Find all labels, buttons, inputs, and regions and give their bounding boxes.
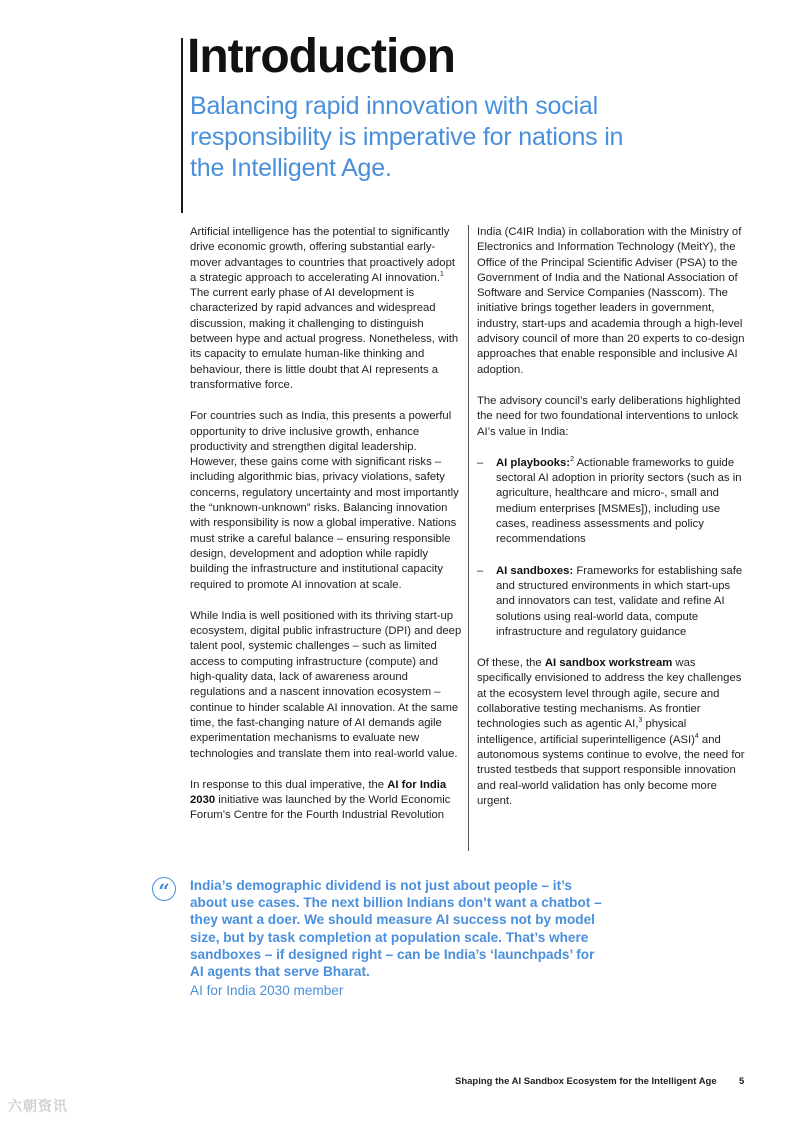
quote-icon: “ bbox=[152, 877, 176, 901]
paragraph: For countries such as India, this presents a powerful opportunity to drive inclusive growth, enhance productivity and strengthen digital leadership. However, these gains come with significant risks – including algorithmic bias, privacy violations, safety concerns, regulatory uncertainty and most importantly the “unknown-unknown” risks. Balancing innovation with responsibility is now a global imperative. Nations must strike a careful balance – ensuring responsible design, development and adoption while rapidly building the infrastructure and institutional capacity required to promote AI innovation at scale. bbox=[190, 410, 459, 591]
footnote-ref[interactable]: 2 bbox=[570, 456, 574, 464]
page-title: Introduction bbox=[187, 30, 455, 83]
watermark: 六朝资讯 bbox=[8, 1098, 68, 1114]
quote-attribution: AI for India 2030 member bbox=[190, 983, 344, 998]
page-number: 5 bbox=[739, 1076, 745, 1087]
paragraph: While India is well positioned with its thriving start-up ecosystem, digital public infrastructure (DPI) and deep talent pool, systemic challenges – such as limited access to computing infrastructure (compute) and high-quality data, lack of awareness around regulations and a nascent innovation ecosystem – continue to hinder scalable AI innovation. At the same time, the fast-changing nature of AI demands agile experimentation mechanisms to evaluate new technologies and translate them into real-world value. bbox=[190, 609, 462, 760]
column-divider bbox=[468, 225, 469, 851]
left-column bbox=[190, 225, 462, 840]
footnote-ref[interactable]: 1 bbox=[439, 271, 444, 279]
list-item: – AI playbooks:$^2$ Actionable frameworks to guide sectoral AI adoption in priority sectors (such as in agriculture, healthcare and micro-, small and medium enterprises [MSMEs]), including use cases, readiness assessments and policy recommendations bbox=[477, 456, 742, 546]
page-subtitle: Balancing rapid innovation with social responsibility is imperative for nations in the Intelligent Age. bbox=[190, 92, 624, 182]
paragraph: India (C4IR India) in collaboration with the Ministry of Electronics and Information Technology (MeitY), the Office of the Principal Scientific Adviser (PSA) to the Government of India and the National Association of Software and Service Companies (Nasscom). The initiative brings together leaders in government, industry, start-ups and academia through a high-level advisory council of more than 20 experts to co-design approaches that enable responsible and inclusive AI adoption. bbox=[477, 226, 745, 376]
right-column bbox=[477, 225, 749, 825]
paragraph: Of these, the AI sandbox workstream was specifically envisioned to address the key challenges at the ecosystem level through agile, secure and collaborative testing mechanisms. As frontier technologies such as agentic AI,$^3$ physical intelligence, artificial superintelligence (ASI)$^4$ and autonomous systems continue to evolve, the need for trusted testbeds that support responsible innovation and real-world validation has only become more urgent. bbox=[477, 657, 745, 807]
paragraph: The advisory council’s early deliberations highlighted the need for two foundational interventions to unlock AI’s value in India: bbox=[477, 394, 741, 438]
pull-quote: India’s demographic dividend is not just about people – it’s about use cases. The next billion Indians don’t want a chatbot – they want a doer. We should measure AI success not by model size, but by task completion at population scale. That’s where sandboxes – if designed right – can be India’s ‘launchpads’ for AI agents that serve Bharat. bbox=[190, 878, 602, 980]
footer-title: Shaping the AI Sandbox Ecosystem for the Intelligent Age bbox=[455, 1076, 717, 1087]
title-rule bbox=[181, 38, 183, 213]
list-item: – AI sandboxes: Frameworks for establishing safe and structured environments in which start-ups and innovators can test, validate and refine AI solutions using real-world data, compute infrastructure and regulatory guidance bbox=[477, 564, 743, 638]
paragraph: In response to this dual imperative, the AI for India 2030 initiative was launched by the World Economic Forum’s Centre for the Fourth Industrial Revolution bbox=[190, 778, 451, 822]
paragraph: Artificial intelligence has the potential to significantly drive economic growth, offering substantial early-mover advantages to countries that proactively adopt a strategic approach to accelerating AI innovation.$^1$ The current early phase of AI development is characterized by rapid advances and widespread discussion, making it challenging to distinguish between hype and actual progress. Nonetheless, with its capacity to emulate human-like thinking and behaviour, there is little doubt that AI represents a transformative force. bbox=[190, 226, 459, 391]
footnote-ref[interactable]: 4 bbox=[694, 732, 699, 740]
footnote-ref[interactable]: 3 bbox=[638, 717, 643, 725]
